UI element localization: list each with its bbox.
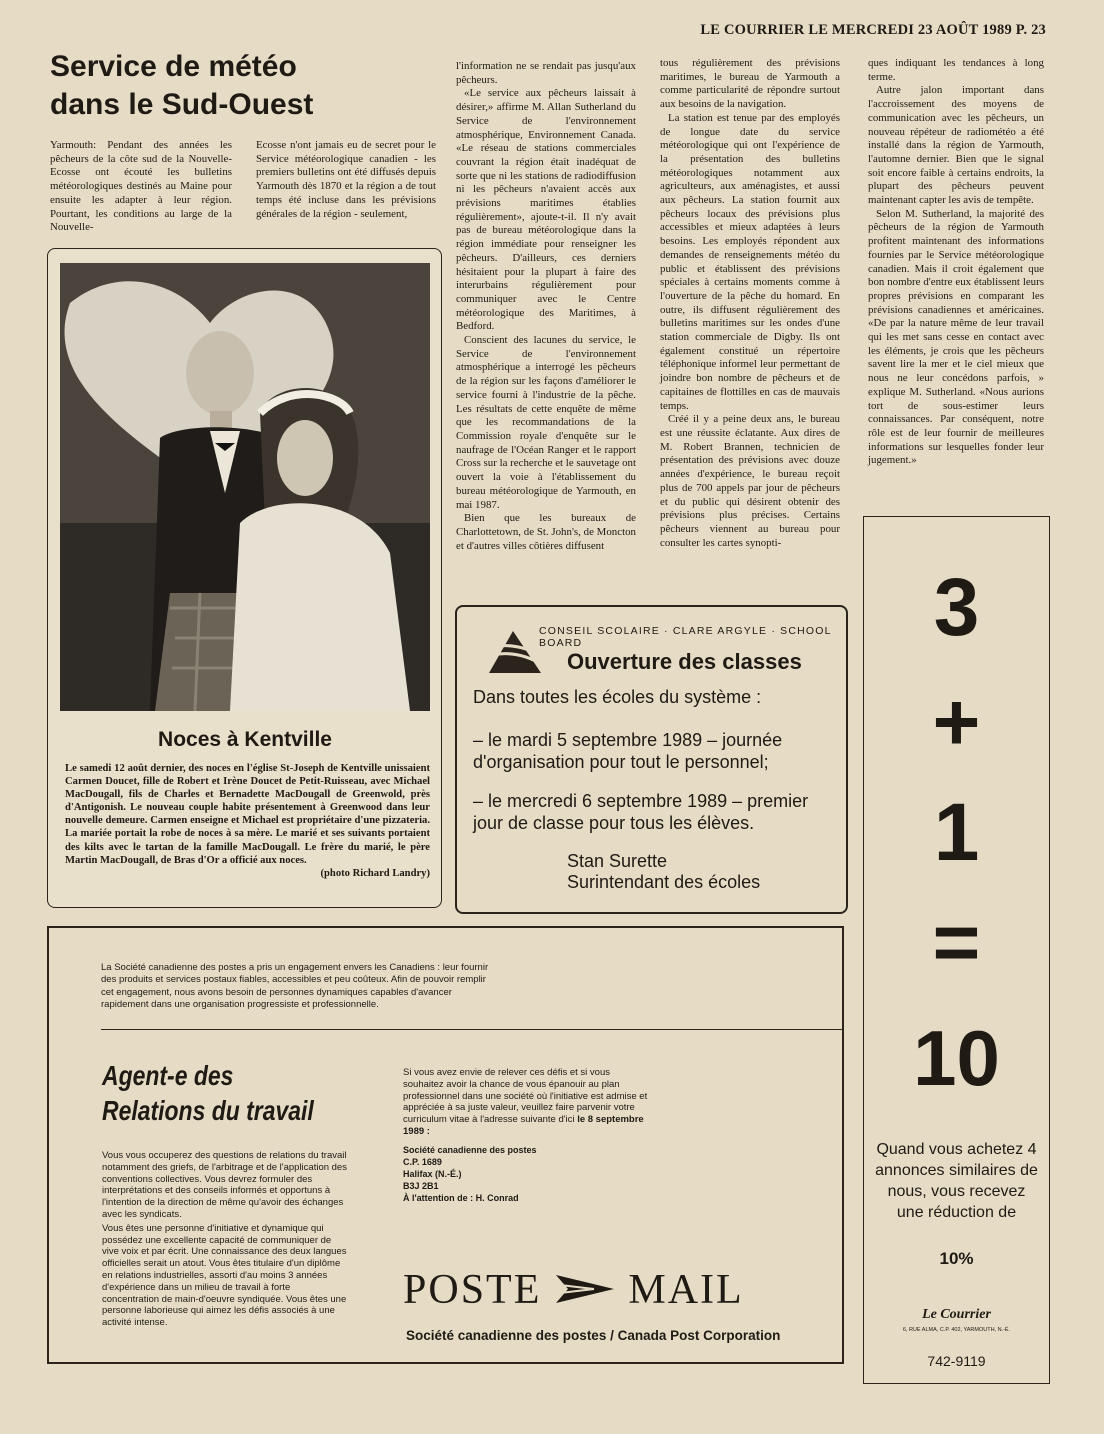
signatory-title: Surintendant des écoles [567,872,761,892]
application-info [403,1067,648,1204]
wedding-photo-image [60,263,430,711]
promo-text: Quand vous achetez 4 annonces similaires de nous, vous recevez une réduction de [875,1141,1038,1221]
article-column-3 [456,60,636,553]
article-paragraph: La station est tenue par des employés de longue date du service météorologique qui ont l'expérience de la présentation des bulletins météorologiques notamment aux agriculteurs, aux aménagistes, et aussi aux pêcheurs. La station fournit aux pêcheurs locaux des prévisions plus accessibles et mieux adaptées à leurs besoins. Les employés répondent aux demandes de renseignements météo du public et établissent des prévisions spéciales à certains moments comme à l'ouverture de la pêche du homard. En outre, ils diffusent régulièrement des bulletins maritimes sur les ondes d'une station commerciale de Digby. Ils ont également constitué un répertoire téléphonique informel leur permettant de joindre bon nombre de pêcheurs et de capitaines de flottilles en cas de mauvais temps. [660,111,840,412]
school-ad-item-1: – le mardi 5 septembre 1989 – journée d'organisation pour tout le personnel; [473,730,783,772]
article-paragraph: Autre jalon important dans l'accroissement des moyens de communication avec les pêcheurs, un nouveau répéteur de radiométéo a été installé dans la région de Yarmouth, l'automne dernier. Bien que le signal soit encore faible à certains endroits, la plupart des pêcheurs peuvent maintenant capter les avis de tempête. [868,84,1044,207]
school-board-name: CONSEIL SCOLAIRE · CLARE ARGYLE · SCHOOL BOARD [539,625,832,649]
logo-mail: MAIL [628,1267,744,1313]
photo-credit: (photo Richard Landry) [320,867,430,879]
article-paragraph: Yarmouth: Pendant des années les pêcheurs de la côte sud de la Nouvelle-Ecosse ont écouté les bulletins météorologiques destinés au Maine pour ensuite les adapter à leur région. Pourtant, les conditions au large de la Nouvelle- [50,139,232,234]
logo-poste: POSTE [403,1267,542,1313]
post-corporation-name: Société canadienne des postes / Canada Post Corporation [406,1328,781,1343]
mailing-address [403,1144,648,1204]
article-paragraph: Conscient des lacunes du service, le Service de l'environnement atmosphérique a interrogé les pêcheurs de la région sur les façons d'améliorer le service fourni à l'industrie de la pêche. Les résultats de cette enquête de même que les recommandations de la Commission royale d'enquête sur le naufrage de l'Océan Ranger et le rapport Cross sur la recherche et le sauvetage ont ouvert la voie à l'établissement du bureau météorologique de Yarmouth, en mai 1987. [456,334,636,511]
wedding-caption [65,762,430,880]
wedding-title: Noces à Kentville [158,728,332,751]
school-ad-item-2: – le mercredi 6 septembre 1989 – premier jour de classe pour tous les élèves. [473,791,809,833]
address-line: Société canadienne des postes [403,1144,537,1155]
article-column-4 [660,57,840,550]
article-paragraph: «Le service aux pêcheurs laissait à désirer,» affirme M. Allan Sutherland du Service de l'environnement atmosphérique, Environnement Canada. «Le réseau de stations commerciales couvrant la région était inadéquat de sorte que ni les stations de radiodiffusion ni les pêcheurs n'avaient accès aux prévisions maritimes établies régulièrement», ajoute-t-il. Il n'y avait pas de bureau météorologique dans la région immédiate pour renseigner les pêcheurs. D'ailleurs, ces derniers hésitaient pour la plupart à faire des interurbains régulièrement pour communiquer avec le Centre météorologique des Maritimes, à Bedford. [456,87,636,333]
divider [101,1029,842,1030]
application-deadline: le 8 septembre 1989 : [403,1114,644,1137]
job-description-paragraph: Vous êtes une personne d'initiative et dynamique qui possédez une excellente capacité de communiquer de vive voix et par écrit. Une connaissance des deux langues officielles serait un atout. Vous êtes titulaire d'un diplôme en relations industrielles, assorti d'au moins 3 années d'expérience dans un milieu de travail à forte concentration de main-d'oeuvre syndiquée. Vous êtes une personne laborieuse qui aimez les défis associés à une activité intense. [102,1222,347,1329]
address-line: C.P. 1689 [403,1156,442,1167]
poste-mail-logo [403,1266,744,1314]
job-title-line-1: Agent-e des [102,1060,234,1091]
courrier-address: 6, RUE ALMA, C.P. 402, YARMOUTH, N.-É. [902,1327,1011,1333]
article-column-5 [868,57,1044,468]
wedding-photo [60,263,430,711]
promo-percent: 10% [939,1249,974,1268]
school-board-logo-icon [483,627,545,677]
signatory-name: Stan Surette [567,851,668,871]
job-title-line-2: Relations du travail [102,1095,314,1126]
article-paragraph: Selon M. Sutherland, la majorité des pêcheurs de la région de Yarmouth profitent maintenant des informations fournies par le Service météorologique canadien. Mais il croit également que bon nombre d'entre eux établissent leurs propres prévisions en comparant les prévisions canadiennes et américaines. «De par la nature même de leur travail qui les met sans cesse en contact avec les éléments, je crois que les pêcheurs savent lire la mer et le ciel mieux que nous ne leur concédons parfois, » explique M. Sutherland. «Nous aurions tort de sous-estimer leurs connaissances. Par conséquent, notre rôle est de leur fournir de meilleures informations sur lesquelles fonder leur jugement.» [868,207,1044,467]
courrier-phone: 742-9119 [927,1353,986,1369]
job-description-paragraph: Vous vous occuperez des questions de relations du travail notamment des griefs, de l'arbitrage et de l'application des conventions collectives. Vous devrez formuler des interprétations et des conseils informés et opportuns à l'intention de la direction de même qu'avoir des échanges avec les syndicats. [102,1150,347,1220]
promo-digit-1: 1 [933,787,980,878]
school-ad-heading: Ouverture des classes [567,649,802,674]
canada-post-ad [47,926,844,1364]
application-text: Si vous avez envie de relever ces défis et si vous souhaitez avoir la chance de vous épanouir au plan professionnel dans une société où l'initiative est admise et appréciée à sa juste valeur, veuillez faire parvenir votre curriculum vitae à l'adresse suivante d'ici [403,1067,648,1126]
address-line: B3J 2B1 [403,1180,439,1191]
article-paragraph: tous régulièrement des prévisions maritimes, le bureau de Yarmouth a comme particularité de répondre surtout aux besoins de la navigation. [660,57,840,111]
promo-plus: + [932,677,981,768]
school-ad-lead: Dans toutes les écoles du système : [473,687,762,707]
promo-digit-10: 10 [913,1014,1000,1102]
article-column-1 [50,139,232,235]
address-line: À l'attention de : H. Conrad [403,1192,519,1203]
article-paragraph: Créé il y a peine deux ans, le bureau est une réussite éclatante. Aux dires de M. Robert Brannen, technicien de présentation des prévisions avec douze années d'expérience, le bureau reçoit plus de 700 appels par jour de pêcheurs et du public qui désirent obtenir des prévisions plus précises. Certains pêcheurs viennent au bureau pour consulter les cartes synopti- [660,413,840,549]
promo-digit-3: 3 [933,562,980,653]
courrier-logo: Le Courrier [922,1307,991,1322]
article-paragraph: l'information ne se rendait pas jusqu'aux pêcheurs. [456,60,636,86]
article-column-2 [256,139,436,221]
article-title: Service de météo dans le Sud-Ouest [50,50,314,121]
page-header: LE COURRIER LE MERCREDI 23 AOÛT 1989 P. 23 [700,22,1046,38]
wedding-caption-text: Le samedi 12 août dernier, des noces en l'église St-Joseph de Kentville unissaient Carmen Doucet, fille de Robert et Irène Doucet de Petit-Ruisseau, avec Michael MacDougall, fils de Charles et Bernadette MacDougall de Greenwold, près d'Antigonish. Le nouveau couple habite présentement à Greenwood dans leur nouvelle demeure. Carmen enseigne et Michael est propriétaire d'une pizzateria. La mariée portait la robe de noces à sa mère. Le marié et ses suivants portaient des kilts avec le tartan de la famille MacDougall. Le frère du marié, le père Martin MacDougall, de Bras d'Or a officié aux noces. [65,763,430,866]
article-paragraph: Ecosse n'ont jamais eu de secret pour le Service météorologique canadien - les premiers bulletins ont été diffusés depuis Yarmouth dès 1870 et la région a de tout temps été incluse dans les prévisions générales de la région - seulement, [256,139,436,220]
post-arrow-icon [554,1271,616,1307]
job-description [102,1150,348,1331]
courrier-promo-ad [863,516,1050,1384]
school-board-ad [455,605,848,914]
article-paragraph: ques indiquant les tendances à long terme. [868,57,1044,83]
article-paragraph: Bien que les bureaux de Charlottetown, de St. John's, de Moncton et d'autres villes côtières diffusent [456,512,636,552]
address-line: Halifax (N.-É.) [403,1168,462,1179]
promo-equals: = [932,897,981,988]
post-intro: La Société canadienne des postes a pris un engagement envers les Canadiens : leur fournir des produits et services postaux fiables, accessibles et peu coûteux. Afin de pouvoir remplir cet engagement, nous avons besoin de personnes dynamiques capables d'avancer rapidement dans une organisation progressiste et professionnelle. [101,962,489,1010]
job-title [102,1058,314,1128]
